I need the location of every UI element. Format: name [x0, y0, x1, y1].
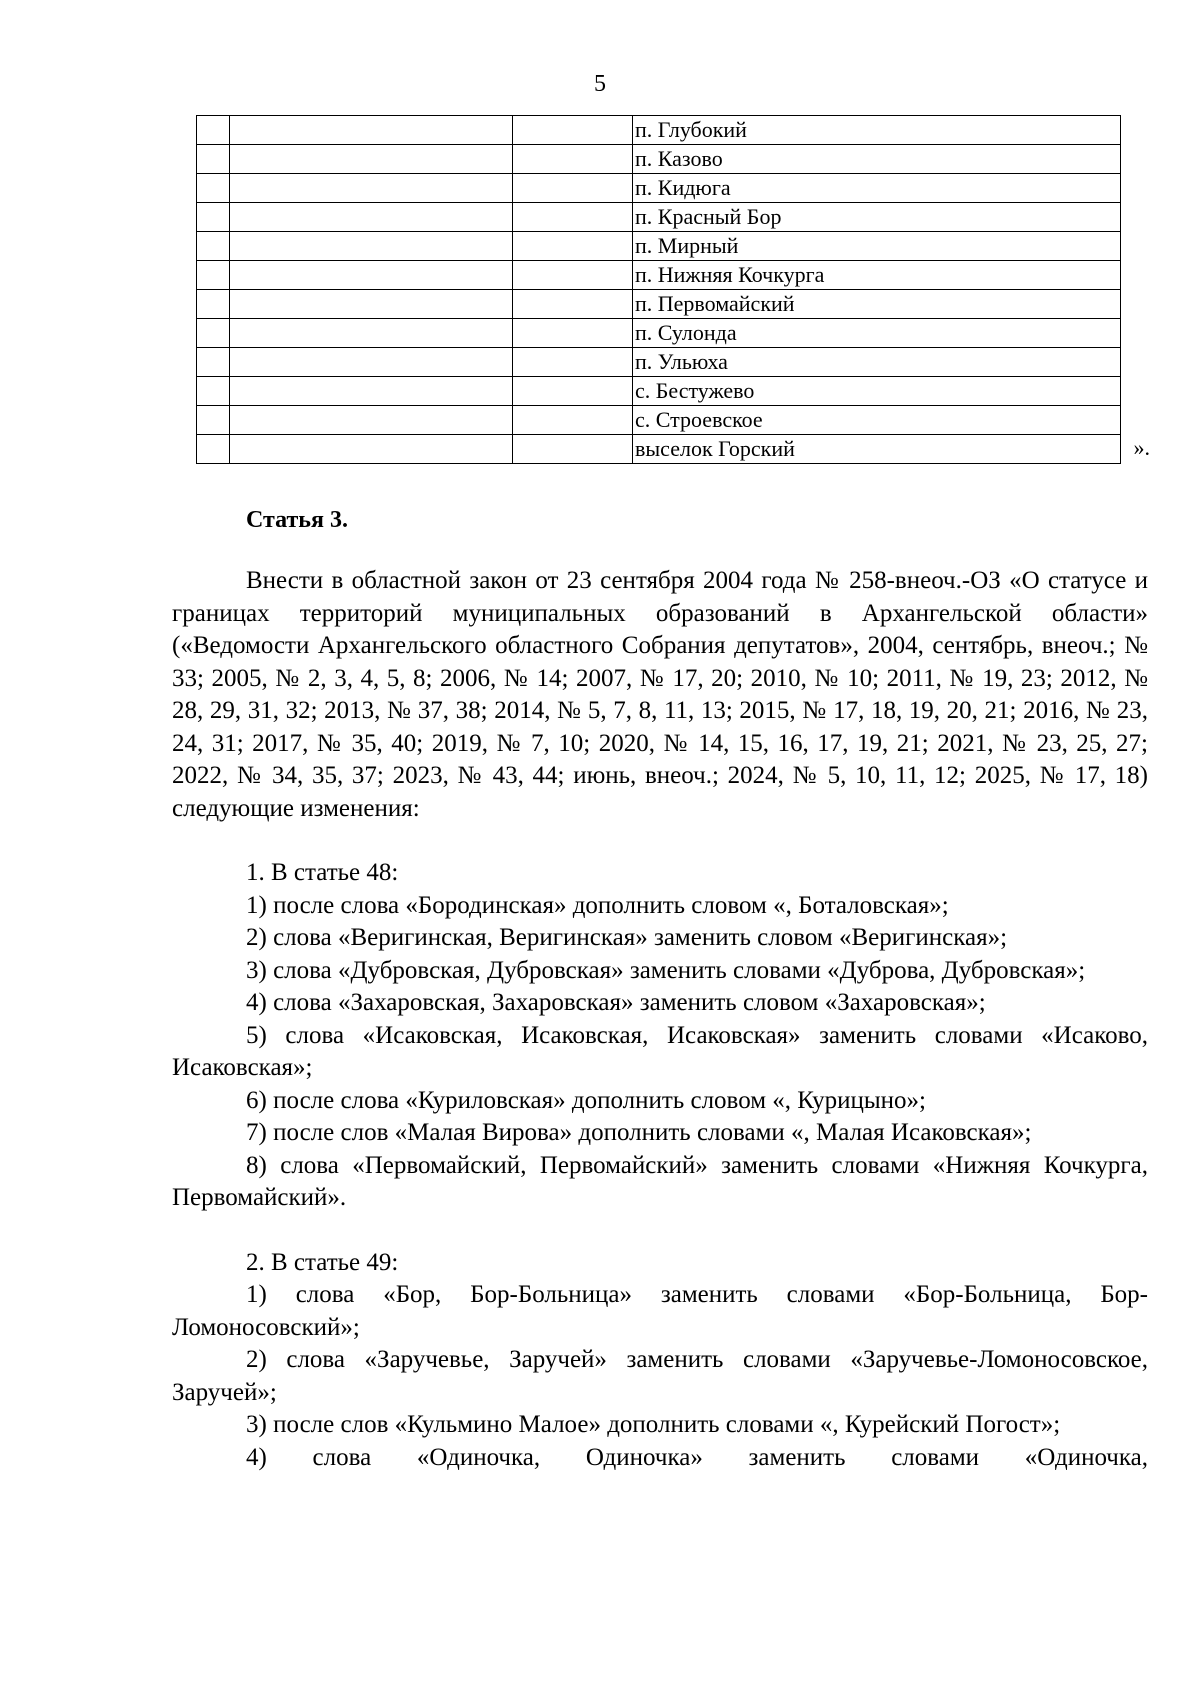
list-item: 2) слова «Веригинская, Веригинская» заменить словом «Веригинская»; — [246, 924, 1008, 951]
settlement-cell: п. Ульюха — [633, 348, 1121, 377]
table-row — [197, 203, 1121, 232]
settlement-cell: п. Мирный — [633, 232, 1121, 261]
settlement-cell: п. Первомайский — [633, 290, 1121, 319]
intro-paragraph: Внести в областной закон от 23 сентября 2004 года № 258-внеоч.-ОЗ «О статусе и границах территорий муниципальных образований в Архангельской области» («Ведомости Архангельского областного Собрания депутатов», 2004, сентябрь, внеоч.; № 33; 2005, № 2, 3, 4, 5, 8; 2006, № 14; 2007, № 17, 20; 2010, № 10; 2011, № 19, 23; 2012, № 28, 29, 31, 32; 2013, № 37, 38; 2014, № 5, 7, 8, 11, 13; 2015, № 17, 18, 19, 20, 21; 2016, № 23, 24, 31; 2017, № 35, 40; 2019, № 7, 10; 2020, № 14, 15, 16, 17, 19, 21; 2021, № 23, 25, 27; 2022, № 34, 35, 37; 2023, № 43, 44; июнь, внеоч.; 2024, № 5, 10, 11, 12; 2025, № 17, 18) следующие изменения: — [172, 567, 1148, 822]
settlement-name: выселок Горский — [635, 436, 795, 461]
table-row — [197, 232, 1121, 261]
article-heading: Статья 3. — [246, 507, 348, 533]
table-row — [197, 377, 1121, 406]
table-row — [197, 435, 1121, 464]
list-item: 1) слова «Бор, Бор-Больница» заменить словами «Бор-Больница, Бор-Ломоносовский»; — [172, 1281, 1148, 1341]
table-row — [197, 406, 1121, 435]
table-row — [197, 116, 1121, 145]
closing-quote-mark: ». — [1133, 435, 1150, 460]
settlement-cell: п. Казово — [633, 145, 1121, 174]
table-row — [197, 261, 1121, 290]
list-item: 4) слова «Захаровская, Захаровская» заменить словом «Захаровская»; — [246, 989, 986, 1016]
settlement-cell: п. Кидюга — [633, 174, 1121, 203]
page-number: 5 — [594, 71, 606, 97]
settlement-cell: п. Нижняя Кочкурга — [633, 261, 1121, 290]
table-row — [197, 348, 1121, 377]
table-row — [197, 145, 1121, 174]
table-row — [197, 290, 1121, 319]
settlement-cell: с. Бестужево — [633, 377, 1121, 406]
table-row — [197, 319, 1121, 348]
list-item: 1) после слова «Бородинская» дополнить словом «, Боталовская»; — [246, 891, 949, 919]
section-2-title: 2. В статье 49: — [246, 1248, 399, 1276]
list-item: 7) после слов «Малая Вирова» дополнить словами «, Малая Исаковская»; — [246, 1119, 1032, 1146]
list-item: 2) слова «Заручевье, Заручей» заменить словами «Заручевье-Ломоносовское, Заручей»; — [172, 1346, 1148, 1406]
article-body — [172, 565, 1148, 1474]
section-1-title: 1. В статье 48: — [246, 859, 399, 886]
settlement-cell: п. Красный Бор — [633, 203, 1121, 232]
settlement-cell: с. Строевское — [633, 406, 1121, 435]
list-item: 5) слова «Исаковская, Исаковская, Исаковская» заменить словами «Исаково, Исаковская»; — [172, 1021, 1148, 1081]
list-item: 3) после слов «Кульмино Малое» дополнить словами «, Курейский Погост»; — [246, 1411, 1061, 1438]
settlement-cell: п. Глубокий — [633, 116, 1121, 145]
list-item: 6) после слова «Куриловская» дополнить словом «, Курицыно»; — [246, 1086, 926, 1114]
settlement-cell: п. Сулонда — [633, 319, 1121, 348]
list-item: 8) слова «Первомайский, Первомайский» заменить словами «Нижняя Кочкурга, Первомайский». — [172, 1151, 1148, 1211]
settlements-table — [196, 115, 1150, 464]
list-item: 4) слова «Одиночка, Одиночка» заменить словами «Одиночка, — [246, 1443, 1148, 1471]
list-item: 3) слова «Дубровская, Дубровская» заменить словами «Дуброва, Дубровская»; — [246, 956, 1086, 984]
table-row — [197, 174, 1121, 203]
settlement-cell-last — [633, 435, 1150, 464]
